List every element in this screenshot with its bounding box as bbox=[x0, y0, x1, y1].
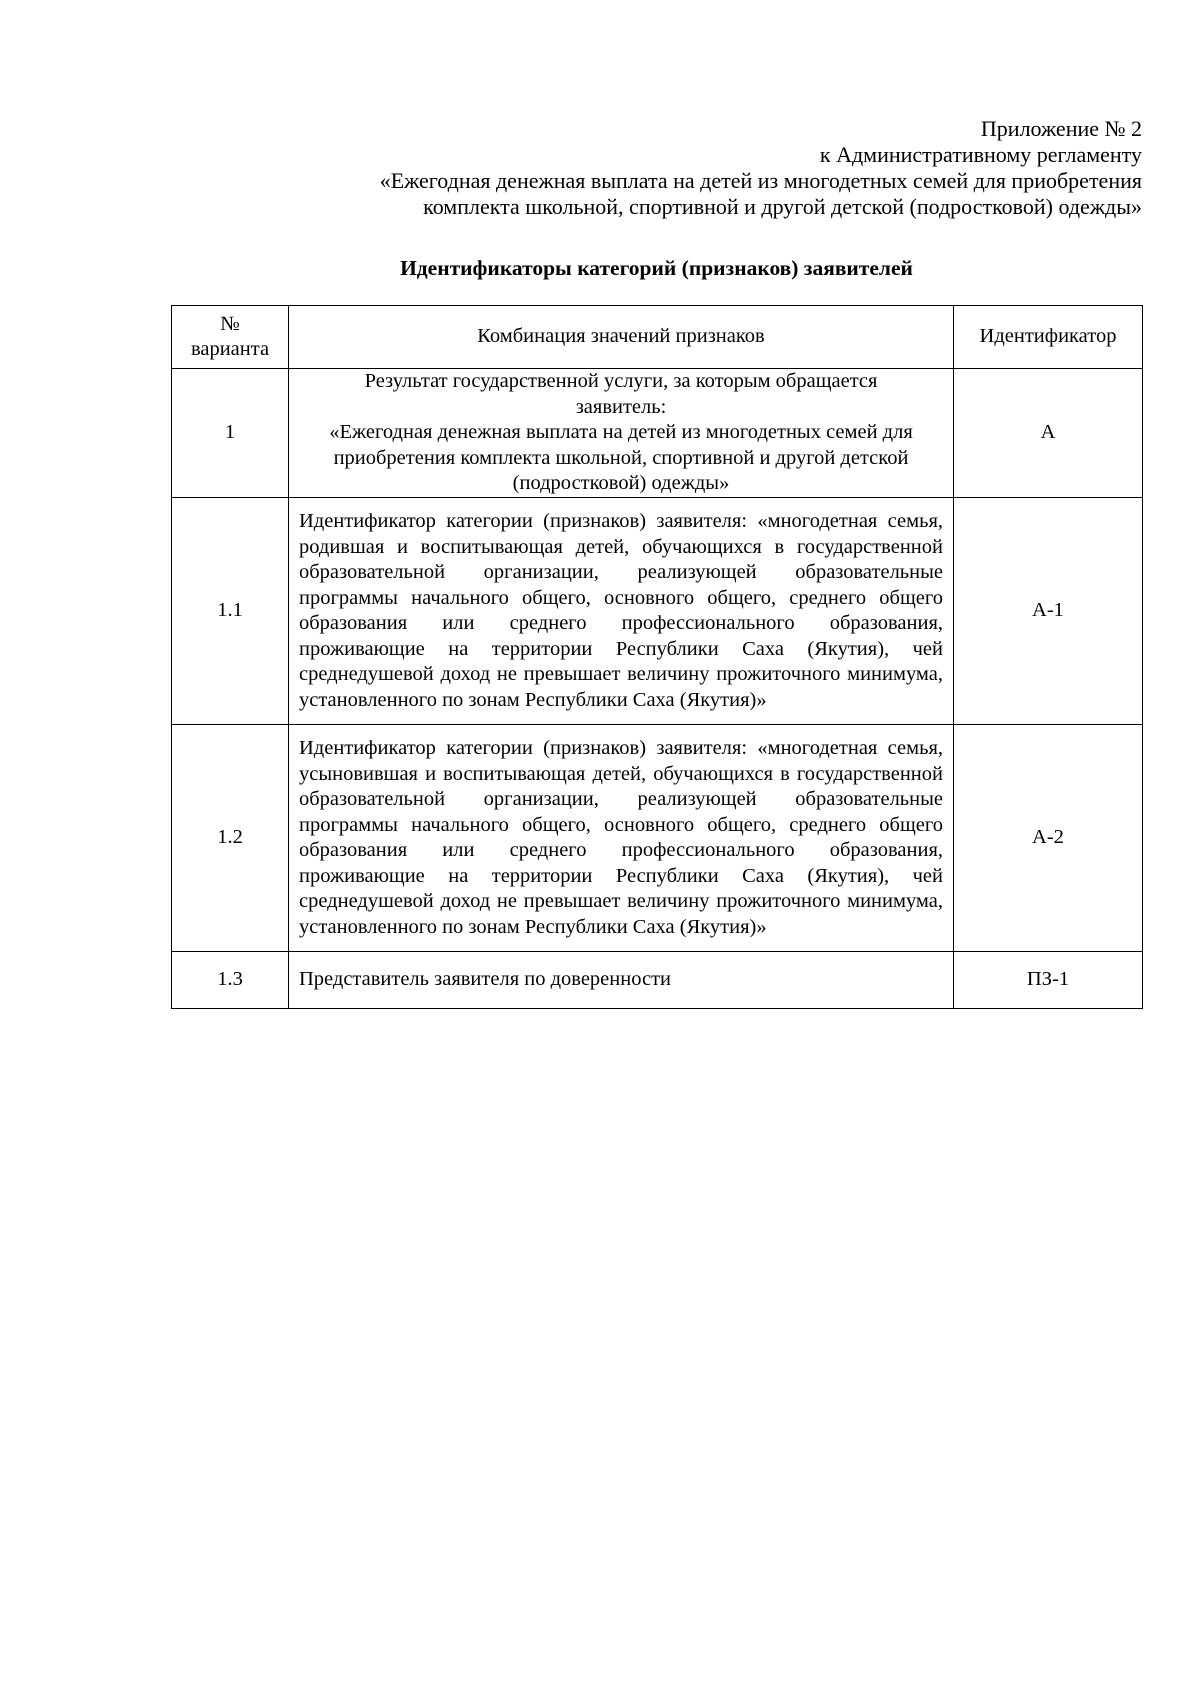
combination-cell: Результат государственной услуги, за которым обращается заявитель: «Ежегодная денежная выплата на детей из многодетных семей для приобретения комплекта школьной, спортивной и другой детской (подростковой) одежды» bbox=[289, 369, 954, 498]
table-row bbox=[172, 952, 1143, 1009]
table-row bbox=[172, 498, 1143, 725]
table-row bbox=[172, 725, 1143, 952]
header-combination: Комбинация значений признаков bbox=[289, 306, 954, 369]
identifier-cell: А bbox=[954, 369, 1143, 498]
identifier-cell: А-1 bbox=[954, 498, 1143, 725]
variant-number-cell: 1.1 bbox=[172, 498, 289, 725]
combination-cell: Представитель заявителя по доверенности bbox=[289, 952, 954, 1009]
appendix-regulation-title-line1: «Ежегодная денежная выплата на детей из многодетных семей для приобретения bbox=[379, 168, 1142, 193]
variant-number-cell: 1.3 bbox=[172, 952, 289, 1009]
table-header-row bbox=[172, 306, 1143, 369]
appendix-header bbox=[242, 116, 1142, 220]
appendix-reference: к Административному регламенту bbox=[819, 142, 1142, 167]
document-title: Идентификаторы категорий (признаков) заявителей bbox=[400, 256, 913, 280]
variant-number-cell: 1 bbox=[172, 369, 289, 498]
identifier-cell: А-2 bbox=[954, 725, 1143, 952]
identifiers-table bbox=[171, 305, 1143, 1009]
combination-cell: Идентификатор категории (признаков) заявителя: «многодетная семья, родившая и воспитывающая детей, обучающихся в государственной образовательной организации, реализующей образовательные программы начального общего, основного общего, среднего общего образования или среднего профессионального образования, проживающие на территории Республики Саха (Якутия), чей среднедушевой доход не превышает величину прожиточного минимума, установленного по зонам Республики Саха (Якутия)» bbox=[289, 498, 954, 725]
combination-cell: Идентификатор категории (признаков) заявителя: «многодетная семья, усыновившая и воспитывающая детей, обучающихся в государственной образовательной организации, реализующей образовательные программы начального общего, основного общего, среднего общего образования или среднего профессионального образования, проживающие на территории Республики Саха (Якутия), чей среднедушевой доход не превышает величину прожиточного минимума, установленного по зонам Республики Саха (Якутия)» bbox=[289, 725, 954, 952]
header-identifier: Идентификатор bbox=[954, 306, 1143, 369]
table-row bbox=[172, 369, 1143, 498]
appendix-regulation-title-line2: комплекта школьной, спортивной и другой детской (подростковой) одежды» bbox=[423, 194, 1142, 219]
identifier-cell: ПЗ-1 bbox=[954, 952, 1143, 1009]
header-variant-number: № варианта bbox=[172, 306, 289, 369]
variant-number-cell: 1.2 bbox=[172, 725, 289, 952]
appendix-number: Приложение № 2 bbox=[980, 116, 1142, 141]
